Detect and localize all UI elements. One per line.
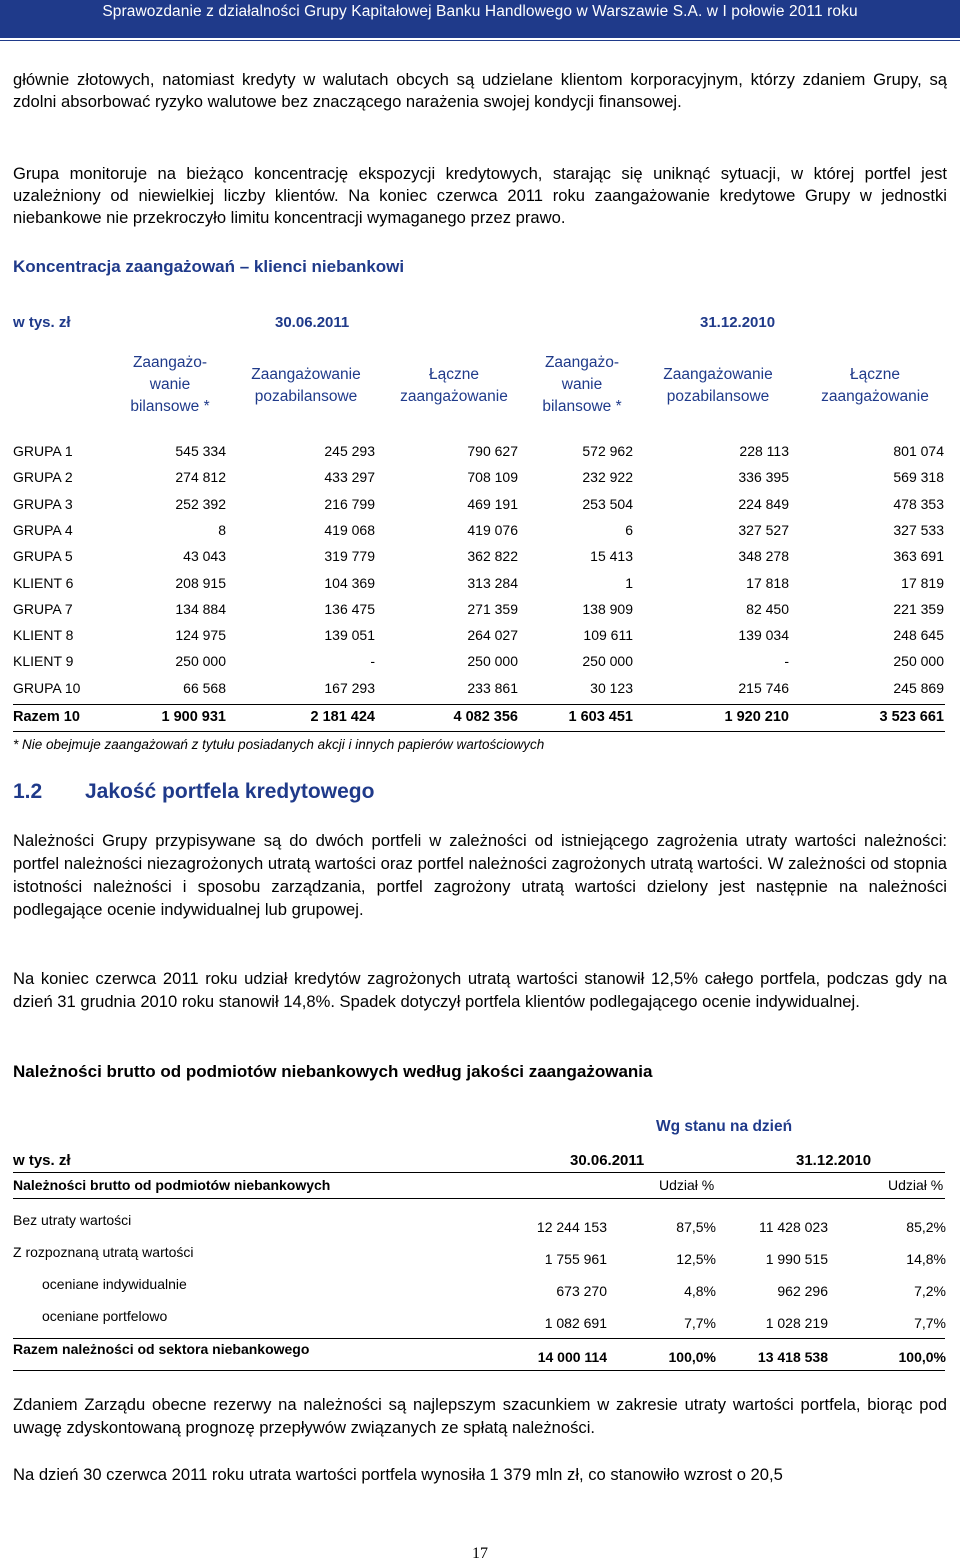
section-number: 1.2 — [13, 780, 43, 803]
row-cell: 569 318 — [893, 469, 944, 486]
row-value: 1 028 219 — [765, 1315, 828, 1331]
row-value: 1 990 515 — [765, 1251, 828, 1267]
row-cell: 109 611 — [583, 627, 633, 644]
row-cell: 124 975 — [175, 627, 226, 644]
row-label: KLIENT 6 — [13, 574, 74, 591]
row-cell: 250 000 — [175, 653, 226, 670]
table1-row — [0, 522, 960, 548]
total-cell: 2 181 424 — [310, 709, 375, 725]
row-label: GRUPA 7 — [13, 600, 73, 617]
row-cell: 274 812 — [175, 469, 226, 486]
row-cell: 545 334 — [175, 443, 226, 459]
row-cell: 419 076 — [467, 521, 518, 538]
header-laczne-2010 — [805, 364, 945, 408]
table1-row — [0, 575, 960, 601]
header-text: zaangażowanie — [821, 388, 929, 405]
row-cell: 245 293 — [324, 443, 375, 459]
table2-subheader-rule — [13, 1198, 945, 1199]
row-value: 673 270 — [556, 1283, 607, 1299]
row-cell: 248 645 — [893, 627, 944, 644]
total-label: Razem 10 — [13, 709, 80, 725]
row-cell: 232 922 — [582, 469, 633, 486]
table1-footnote: * Nie obejmuje zaangażowań z tytułu posiadanych akcji i innych papierów wartościowych — [13, 737, 545, 752]
row-value: 7,7% — [684, 1315, 716, 1331]
row-value: 1 082 691 — [544, 1315, 607, 1331]
header-bilansowe-2011 — [110, 352, 230, 418]
table1-row — [0, 653, 960, 679]
table1-row — [0, 496, 960, 522]
row-cell: 136 475 — [324, 600, 375, 617]
row-cell: 336 395 — [738, 469, 789, 486]
row-cell: 572 962 — [582, 443, 633, 459]
table2-date-2011: 30.06.2011 — [570, 1152, 645, 1169]
row-label: oceniane portfelowo — [42, 1308, 168, 1324]
section-heading — [13, 780, 374, 804]
total-value: 100,0% — [668, 1349, 716, 1365]
header-text: Zaangażo- — [132, 354, 208, 371]
row-value: 12,5% — [676, 1251, 716, 1267]
row-cell: 363 691 — [893, 548, 944, 565]
table2-row — [0, 1308, 960, 1338]
table2-date-2010: 31.12.2010 — [796, 1152, 872, 1169]
table2-row — [0, 1276, 960, 1306]
total-value: 100,0% — [898, 1349, 946, 1365]
table2-header-rule — [13, 1172, 945, 1173]
row-value: 1 755 961 — [544, 1251, 607, 1267]
row-cell: 104 369 — [324, 574, 375, 591]
row-value: 962 296 — [777, 1283, 828, 1299]
table1-row — [0, 548, 960, 574]
total-cell: 1 603 451 — [568, 709, 633, 725]
table2-title: Należności brutto od podmiotów niebankowych według jakości zaangażowania — [13, 1062, 653, 1081]
row-cell: 419 068 — [324, 521, 375, 538]
header-divider — [0, 40, 960, 41]
row-value: 7,2% — [914, 1283, 946, 1299]
header-bilansowe-2010 — [522, 352, 642, 418]
row-cell: 362 822 — [467, 548, 518, 565]
header-text: zaangażowanie — [400, 388, 508, 405]
row-cell: 30 123 — [590, 679, 633, 696]
row-value: 85,2% — [906, 1219, 946, 1235]
row-cell: 43 043 — [183, 548, 226, 565]
header-laczne-2011 — [384, 364, 524, 408]
total-cell: 4 082 356 — [453, 709, 518, 725]
row-label: KLIENT 9 — [13, 653, 74, 670]
row-cell: 250 000 — [893, 653, 944, 670]
row-cell: 138 909 — [582, 600, 633, 617]
row-cell: 82 450 — [746, 600, 789, 617]
table1-date-2010: 31.12.2010 — [700, 314, 776, 331]
table2-total-row — [0, 1341, 960, 1373]
table1-row — [0, 443, 960, 469]
header-title: Sprawozdanie z działalności Grupy Kapitałowej Banku Handlowego w Warszawie S.A. w I połowie 2011 roku — [102, 3, 858, 20]
table1-date-2011: 30.06.2011 — [275, 314, 350, 331]
row-label: oceniane indywidualnie — [42, 1276, 187, 1292]
row-cell: 313 284 — [467, 574, 518, 591]
header-text: Zaangażo- — [544, 354, 620, 371]
row-value: 12 244 153 — [536, 1219, 607, 1235]
table2-row — [0, 1244, 960, 1274]
row-cell: 208 915 — [175, 574, 226, 591]
row-cell: 790 627 — [467, 443, 518, 459]
row-cell: 327 533 — [893, 521, 944, 538]
table2-bottom-rule — [13, 1370, 945, 1371]
row-cell: - — [370, 653, 375, 670]
row-cell: 221 359 — [893, 600, 944, 617]
row-label: GRUPA 3 — [13, 495, 73, 512]
table1-row — [0, 627, 960, 653]
row-cell: 250 000 — [467, 653, 518, 670]
row-value: 14,8% — [906, 1251, 946, 1267]
paragraph-5: Zdaniem Zarządu obecne rezerwy na należności są najlepszym szacunkiem w zakresie utraty wartości portfela, biorąc pod uwagę zdyskontowaną prognozę przepływów związanych ze spłatą należności. — [13, 1395, 947, 1437]
table2-wg-stanu: Wg stanu na dzień — [656, 1118, 793, 1135]
row-cell: 327 527 — [738, 521, 789, 538]
section-title: Jakość portfela kredytowego — [85, 780, 375, 803]
row-label: GRUPA 1 — [13, 443, 73, 459]
row-cell: 17 819 — [901, 574, 944, 591]
row-cell: 17 818 — [746, 574, 789, 591]
paragraph-3: Należności Grupy przypisywane są do dwóch portfeli w zależności od istniejącego zagrożenia utraty wartości należności: portfel należności niezagrożonych utratą wartości oraz portfel należności zagrożonych utratą wartości. W zależności od stopnia istotności należności i sposobu zarządzania, portfel zagrożony utratą wartości dzielony jest następnie na należności podlegające ocenie indywidualnej lub grupowej. — [13, 831, 947, 919]
row-cell: 167 293 — [324, 679, 375, 696]
row-value: 7,7% — [914, 1315, 946, 1331]
row-cell: 250 000 — [582, 653, 633, 670]
table1-row — [0, 601, 960, 627]
header-text: Łączne — [429, 366, 479, 383]
header-text: wanie — [149, 376, 191, 393]
table2-udzial-2011: Udział % — [659, 1177, 715, 1193]
row-label: GRUPA 4 — [13, 521, 73, 538]
total-value: 14 000 114 — [537, 1349, 607, 1365]
header-pozabilansowe-2010 — [648, 364, 788, 408]
row-label: Z rozpoznaną utratą wartości — [13, 1244, 194, 1260]
paragraph-2: Grupa monitoruje na bieżąco koncentrację ekspozycji kredytowych, starając się uniknąć sytuacji, w której portfel jest uzależniony od niewielkiej liczby klientów. Na koniec czerwca 2011 roku zaangażowanie kredytowe Grupy w jednostki niebankowe nie przekroczyło limitu koncentracji wymaganego przez prawo. — [13, 164, 947, 227]
row-label: KLIENT 8 — [13, 627, 74, 644]
row-cell: 216 799 — [324, 495, 375, 512]
row-cell: 134 884 — [175, 600, 226, 617]
header-text: pozabilansowe — [254, 388, 358, 405]
row-cell: 319 779 — [324, 548, 375, 565]
page-header — [0, 0, 960, 38]
total-cell: 1 920 210 — [724, 709, 789, 725]
table1-row — [0, 469, 960, 495]
row-cell: 66 568 — [183, 679, 226, 696]
table1-row — [0, 680, 960, 706]
total-label: Razem należności od sektora niebankowego — [13, 1341, 310, 1357]
row-cell: 708 109 — [467, 469, 518, 486]
header-text: bilansowe * — [542, 398, 622, 415]
row-cell: 469 191 — [467, 495, 518, 512]
row-cell: 6 — [625, 521, 633, 538]
header-text: wanie — [561, 376, 603, 393]
row-cell: 139 034 — [738, 627, 789, 644]
row-cell: 233 861 — [467, 679, 518, 696]
row-cell: 245 869 — [893, 679, 944, 696]
table2-total-rule — [13, 1338, 945, 1339]
row-cell: 215 746 — [738, 679, 789, 696]
row-cell: - — [784, 653, 789, 670]
paragraph-1: głównie złotowych, natomiast kredyty w walutach obcych są udzielane klientom korporacyjnym, którzy zdaniem Grupy, są zdolni absorbować ryzyko walutowe bez znaczącego narażenia swojej kondycji finansowej. — [13, 70, 947, 111]
header-text: Zaangażowanie — [663, 366, 773, 383]
row-cell: 224 849 — [738, 495, 789, 512]
table1-unit: w tys. zł — [13, 314, 71, 331]
row-cell: 433 297 — [324, 469, 375, 486]
row-label: GRUPA 2 — [13, 469, 73, 486]
table2-unit: w tys. zł — [13, 1152, 71, 1169]
row-cell: 252 392 — [175, 495, 226, 512]
table1-bottom-rule — [13, 731, 945, 732]
row-cell: 264 027 — [467, 627, 518, 644]
table2-row — [0, 1212, 960, 1242]
paragraph-4: Na koniec czerwca 2011 roku udział kredytów zagrożonych utratą wartości stanowił 12,5% całego portfela, podczas gdy na dzień 31 grudnia 2010 roku stanowił 14,8%. Spadek dotyczył portfela klientów podlegającego ocenie indywidualnej. — [13, 969, 947, 1011]
table1-title: Koncentracja zaangażowań – klienci niebankowi — [13, 257, 405, 276]
header-pozabilansowe-2011 — [236, 364, 376, 408]
table1-total-rule — [13, 704, 945, 705]
row-cell: 478 353 — [893, 495, 944, 512]
row-cell: 8 — [218, 521, 226, 538]
row-value: 87,5% — [676, 1219, 716, 1235]
row-label: GRUPA 10 — [13, 679, 81, 696]
row-value: 4,8% — [684, 1283, 716, 1299]
paragraph-6: Na dzień 30 czerwca 2011 roku utrata wartości portfela wynosiła 1 379 mln zł, co stanowiło wzrost o 20,5 — [13, 1465, 783, 1484]
row-cell: 271 359 — [467, 600, 518, 617]
row-value: 11 428 023 — [758, 1219, 828, 1235]
page-number: 17 — [472, 1545, 488, 1562]
header-text: pozabilansowe — [666, 388, 770, 405]
row-label: GRUPA 5 — [13, 548, 73, 565]
total-value: 13 418 538 — [757, 1349, 828, 1365]
row-label: Bez utraty wartości — [13, 1212, 132, 1228]
header-text: Zaangażowanie — [251, 366, 361, 383]
total-cell: 1 900 931 — [161, 709, 226, 725]
table2-subheader: Należności brutto od podmiotów niebankowych — [13, 1177, 331, 1193]
row-cell: 801 074 — [893, 443, 944, 459]
table2-udzial-2010: Udział % — [888, 1177, 944, 1193]
total-cell: 3 523 661 — [879, 709, 944, 725]
header-text: Łączne — [850, 366, 900, 383]
row-cell: 1 — [625, 574, 633, 591]
header-text: bilansowe * — [130, 398, 210, 415]
row-cell: 348 278 — [738, 548, 789, 565]
row-cell: 228 113 — [739, 443, 789, 459]
row-cell: 253 504 — [582, 495, 633, 512]
row-cell: 15 413 — [590, 548, 633, 565]
row-cell: 139 051 — [324, 627, 375, 644]
